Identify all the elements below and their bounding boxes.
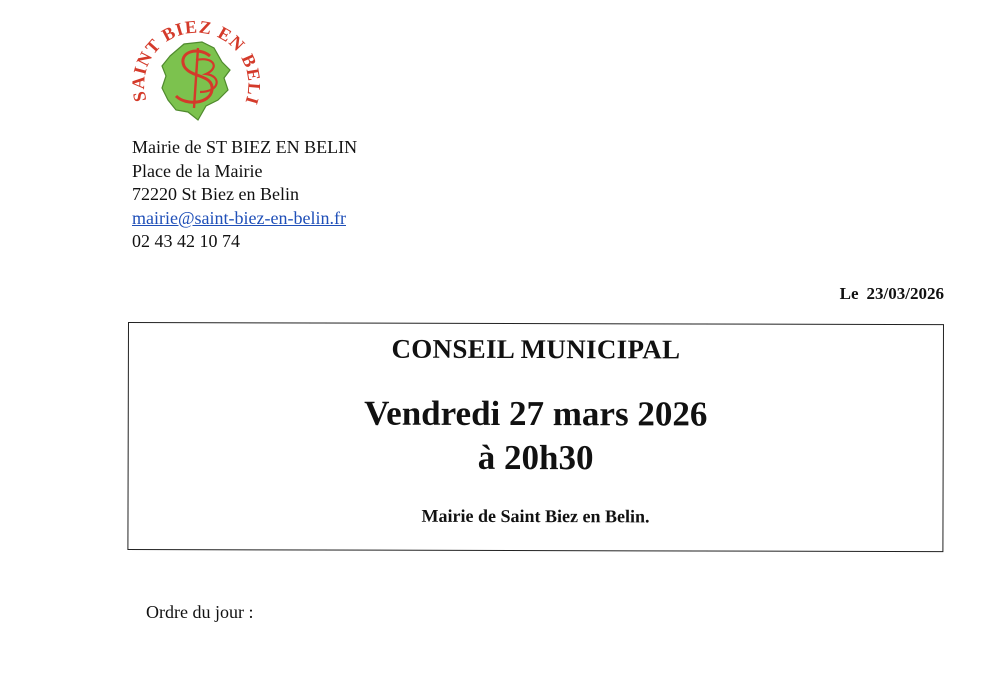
document-date <box>840 284 944 304</box>
sender-street: Place de la Mairie <box>132 160 263 181</box>
sender-city: 72220 St Biez en Belin <box>132 184 299 204</box>
meeting-notice-box <box>127 322 944 552</box>
sender-address <box>132 136 357 254</box>
date-value: 23/03/2026 <box>866 284 944 303</box>
logo-icon <box>128 12 260 138</box>
meeting-time: à 20h30 <box>477 437 594 478</box>
municipal-logo <box>128 12 260 138</box>
meeting-place: Mairie de Saint Biez en Belin. <box>421 505 650 527</box>
logo-lettering: SAINT BIEZ EN B <box>128 16 260 104</box>
notice-title: CONSEIL MUNICIPAL <box>391 333 681 365</box>
sender-name: Mairie de ST BIEZ EN BELIN <box>132 137 358 157</box>
agenda-label: Ordre du jour : <box>146 602 254 622</box>
sender-phone: 02 43 42 10 74 <box>132 231 240 251</box>
date-prefix: Le <box>839 284 859 303</box>
email-link[interactable]: mairie@saint-biez-en-belin.fr <box>132 207 346 228</box>
meeting-day: Vendredi 27 mars 2026 <box>364 393 708 434</box>
